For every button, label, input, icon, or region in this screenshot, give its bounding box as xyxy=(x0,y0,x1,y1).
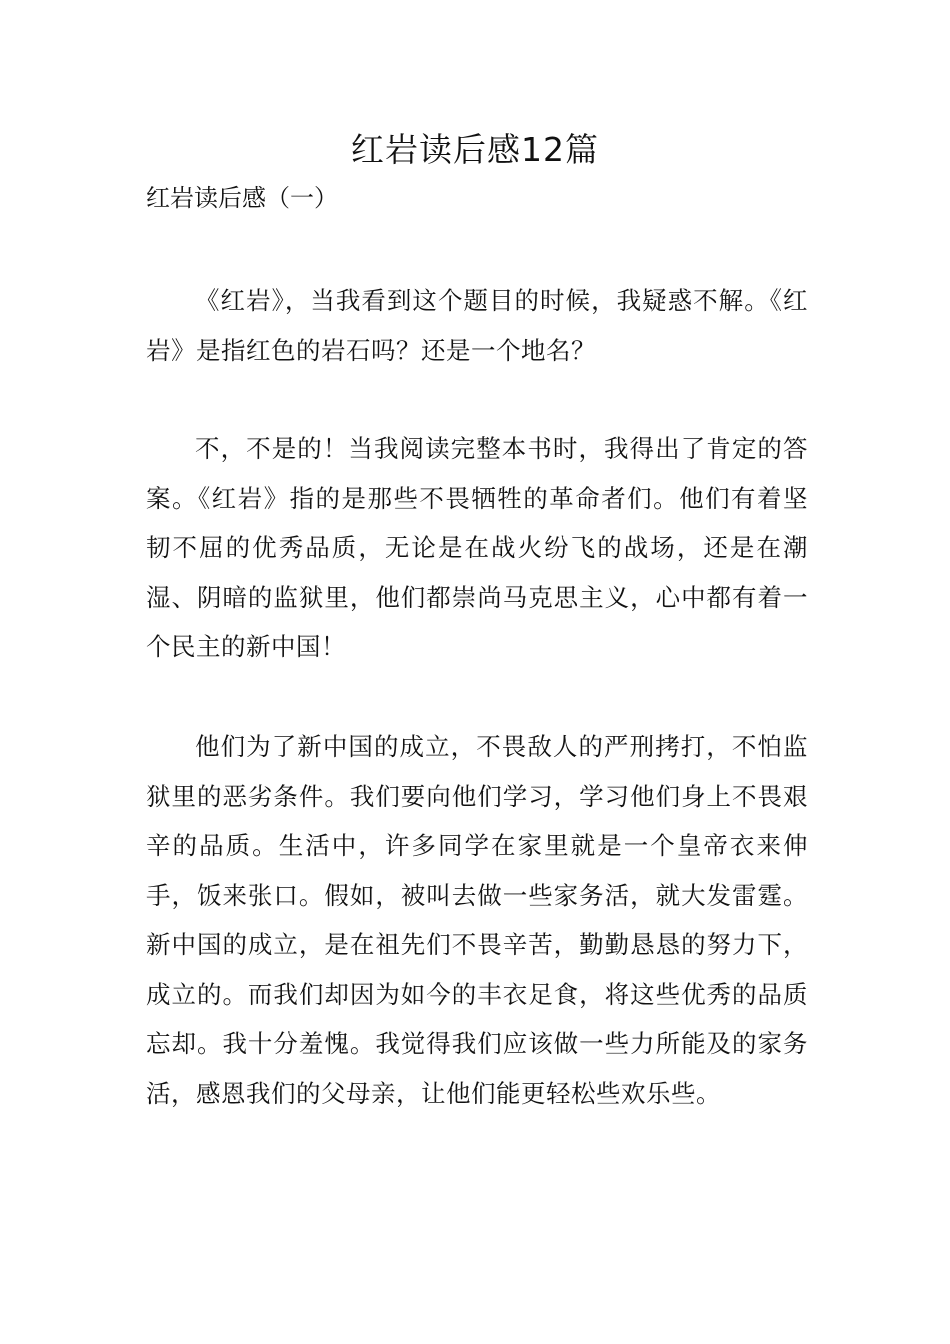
paragraph-2: 不，不是的！当我阅读完整本书时，我得出了肯定的答案。《红岩》指的是那些不畏牺牲的革命者们。他们有着坚韧不屈的优秀品质，无论是在战火纷飞的战场，还是在潮湿、阴暗的监狱里，他们都崇尚马克思主义，心中都有着一个民主的新中国！ xyxy=(146,434,808,661)
paragraph-3: 他们为了新中国的成立，不畏敌人的严刑拷打，不怕监狱里的恶劣条件。我们要向他们学习，学习他们身上不畏艰辛的品质。生活中，许多同学在家里就是一个皇帝衣来伸手，饭来张口。假如，被叫去做一些家务活，就大发雷霆。新中国的成立，是在祖先们不畏辛苦，勤勤恳恳的努力下，成立的。而我们却因为如今的丰衣足食，将这些优秀的品质忘却。我十分羞愧。我觉得我们应该做一些力所能及的家务活，感恩我们的父母亲，让他们能更轻松些欢乐些。 xyxy=(146,732,808,1108)
document-title: 红岩读后感12篇 xyxy=(351,130,599,169)
section-heading: 红岩读后感（一） xyxy=(146,184,338,212)
paragraph-1: 《红岩》，当我看到这个题目的时候，我疑惑不解。《红岩》是指红色的岩石吗？还是一个地名？ xyxy=(146,286,808,365)
